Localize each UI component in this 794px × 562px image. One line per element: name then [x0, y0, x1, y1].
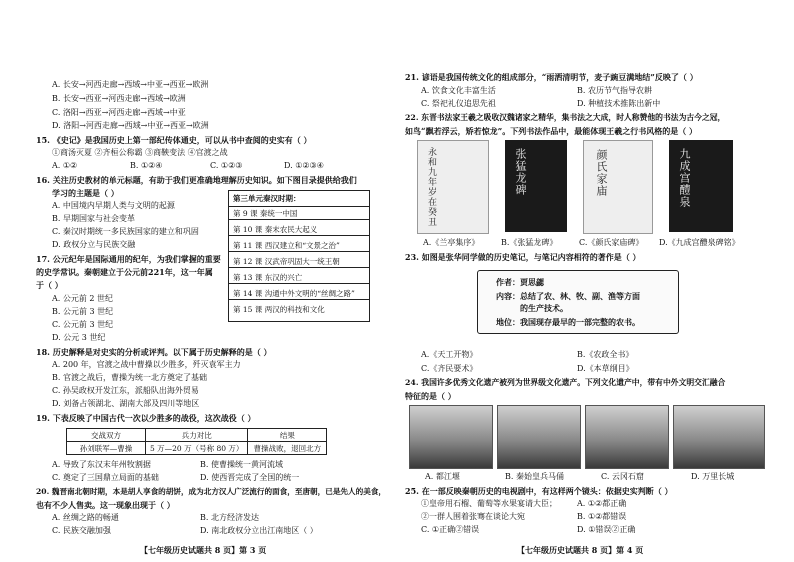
calligraphy-image-d: [669, 140, 733, 232]
q20-stem-line2: 也有不少人售卖。这一现象出现于（ ）: [36, 500, 175, 510]
q16-option-b: B. 早期国家与社会变革: [52, 214, 135, 223]
q16-option-c: C. 秦汉时期统一多民族国家的建立和巩固: [52, 227, 199, 236]
toc-lesson-10: 第 10 课 秦末农民大起义: [229, 223, 369, 236]
battle-header-result: 结果: [248, 429, 327, 442]
q16-stem-line2: 学习的主题是（ ）: [52, 188, 119, 198]
toc-lesson-9: 第 9 课 秦统一中国: [229, 207, 369, 220]
q19-option-a: A. 导致了东汉末年州牧割据: [52, 460, 151, 469]
q25-item-2: ②一群人围着张骞在谈论大宛: [421, 512, 525, 521]
battle-header-forces: 兵力对比: [146, 429, 248, 442]
q21-option-c: C. 祭祀礼仪追思先祖: [421, 99, 496, 108]
left-page-footer: 【七年级历史试题共 8 页】第 3 页: [140, 545, 267, 555]
toc-lesson-11: 第 11 课 西汉建立和“文景之治”: [229, 239, 369, 252]
q24-caption-c: C. 云冈石窟: [601, 472, 644, 481]
q16-option-d: D. 政权分立与民族交融: [52, 240, 136, 249]
q17-option-d: D. 公元 3 世纪: [52, 333, 106, 342]
photo-yungang-grottoes: [585, 405, 669, 469]
q23-stem: 23. 如图是张华同学做的历史笔记，与笔记内容相符的著作是（ ）: [405, 252, 641, 262]
q16-option-a: A. 中国境内早期人类与文明的起源: [52, 201, 175, 210]
battle-header-sides: 交战双方: [67, 429, 146, 442]
q25-option-c: C. ①正确②错误: [421, 525, 480, 534]
q21-option-b: B. 农历节气指导农耕: [577, 86, 652, 95]
q21-option-d: D. 种植技术推陈出新中: [577, 99, 661, 108]
q20-stem-line1: 20. 魏晋南北朝时期，本是胡人享食的胡饼，成为北方汉人广泛流行的面食，至唐朝，已是先人的美食，: [36, 487, 386, 496]
q18-option-b: B. 官渡之战后，曹操为统一北方奠定了基础: [52, 373, 207, 382]
q22-caption-c: C.《颜氏家庙碑》: [579, 238, 644, 247]
q20-option-d: D. 南北政权分立出江南地区（ ）: [200, 526, 318, 535]
battle-table: [66, 428, 327, 455]
q18-option-c: C. 孙吴政权开发江东，派船队出海外贸易: [52, 386, 199, 395]
q20-option-c: C. 民族交融加强: [52, 526, 111, 535]
q19-option-c: C. 奠定了三国鼎立局面的基础: [52, 473, 159, 482]
toc-lesson-14: 第 14 课 沟通中外文明的“丝绸之路”: [229, 287, 369, 300]
q23-option-d: D.《本草纲目》: [577, 364, 634, 373]
toc-lesson-12: 第 12 课 汉武帝巩固大一统王朝: [229, 255, 369, 268]
q15-items: ①商汤灭夏 ②齐桓公称霸 ③商鞅变法 ④官渡之战: [52, 148, 228, 157]
q21-option-a: A. 饮食文化丰富生活: [421, 86, 496, 95]
history-note-scroll: [477, 270, 679, 334]
q14-option-c: C. 洛阳→西亚→河西走廊→西域→中亚: [52, 108, 186, 117]
q25-item-1: ①皇帝用石榴、葡萄等水果宴请大臣；: [421, 499, 557, 508]
battle-cell-forces: 5 万—20 万（号称 80 万）: [146, 442, 248, 455]
q25-option-d: D. ①错误②正确: [577, 525, 636, 534]
q20-option-a: A. 丝绸之路的畅通: [52, 513, 119, 522]
q24-caption-b: B. 秦始皇兵马俑: [505, 472, 564, 481]
q19-option-d: D. 使西晋完成了全国的统一: [200, 473, 300, 482]
q14-option-d: D. 洛阳→河西走廊→西域→中亚→西亚→欧洲: [52, 121, 209, 130]
q14-option-a: A. 长安→河西走廊→西域→中亚→西亚→欧洲: [52, 80, 209, 89]
right-page-footer: 【七年级历史试题共 8 页】第 4 页: [517, 545, 644, 555]
q24-stem-line2: 特征的是（ ）: [405, 391, 456, 401]
q22-stem-line2: 如鸟“飘若浮云，矫若惊龙”。下列书法作品中，最能体现王羲之行书风格的是（ ）: [405, 126, 697, 136]
q19-stem: 19. 下表反映了中国古代一次以少胜多的战役，这次战役（ ）: [36, 413, 256, 423]
q17-stem-line1: 17. 公元纪年是国际通用的纪年，为我们掌握的重要: [36, 254, 221, 264]
q25-option-a: A. ①②都正确: [577, 499, 627, 508]
q18-option-d: D. 刘备占领湖北、湖南大部及四川等地区: [52, 399, 200, 408]
calligraphy-glyph-d: 九成宫醴泉: [678, 148, 691, 208]
toc-unit-title: 第三单元秦汉时期：: [229, 191, 369, 207]
q17-stem-line3: 于（ ）: [36, 280, 63, 290]
photo-great-wall: [673, 405, 765, 469]
q19-option-b: B. 使曹操统一黄河流域: [200, 460, 283, 469]
toc-lesson-15: 第 15 课 两汉的科技和文化: [233, 305, 325, 314]
note-content-line1: 内容：总结了农、林、牧、副、渔等方面: [496, 291, 640, 301]
q24-caption-a: A. 都江堰: [425, 472, 460, 481]
q23-option-b: B.《农政全书》: [577, 350, 634, 359]
q23-option-c: C.《齐民要术》: [421, 364, 478, 373]
q24-caption-d: D. 万里长城: [691, 472, 735, 481]
calligraphy-glyph-b: 张猛龙碑: [514, 148, 527, 196]
q17-option-b: B. 公元前 3 世纪: [52, 307, 114, 316]
calligraphy-image-a: [417, 140, 489, 234]
note-status: 地位：我国现存最早的一部完整的农书。: [496, 317, 640, 327]
battle-cell-result: 曹操战败，退回北方: [248, 442, 327, 455]
q21-stem: 21. 谚语是我国传统文化的组成部分，“雨洒清明节，麦子豌豆满地结”反映了（ ）: [405, 72, 698, 82]
calligraphy-glyph-a: 永和九年岁在癸丑: [426, 147, 436, 227]
note-content-line2: 的生产技术。: [520, 303, 568, 313]
right-page: [397, 0, 794, 562]
q22-stem-line1: 22. 东晋书法家王羲之吸收汉魏诸家之精华，集书法之大成，时人称赞他的书法为古今之冠，: [405, 113, 726, 122]
calligraphy-image-b: [505, 140, 567, 232]
q15-option-a: A. ①②: [52, 161, 78, 170]
toc-lesson-13: 第 13 课 东汉的兴亡: [229, 271, 369, 284]
photo-dujiangyan: [409, 405, 493, 469]
q17-option-c: C. 公元前 3 世纪: [52, 320, 114, 329]
q25-option-b: B. ①②都错误: [577, 512, 627, 521]
q15-stem: 15. 《史记》是我国历史上第一部纪传体通史，可以从书中查阅的史实有（ ）: [36, 135, 312, 145]
q24-stem-line1: 24. 我国许多优秀文化遗产被列为世界级文化遗产。下列文化遗产中，带有中外文明交汇融合: [405, 378, 726, 387]
q20-option-b: B. 北方经济发达: [200, 513, 259, 522]
calligraphy-image-c: [583, 140, 653, 234]
q15-option-c: C. ①②③: [210, 161, 243, 170]
photo-terracotta-army: [497, 405, 581, 469]
q22-caption-d: D.《九成宫醴泉碑铭》: [659, 238, 740, 247]
q18-option-a: A. 200 年，官渡之战中曹操以少胜多，歼灭袁军主力: [52, 360, 241, 369]
q14-option-b: B. 长安→西亚→河西走廊→西域→欧洲: [52, 94, 186, 103]
q25-stem: 25. 在一部反映秦朝历史的电视剧中，有这样两个镜头：依据史实判断（ ）: [405, 486, 673, 496]
q15-option-d: D. ①②③④: [284, 161, 324, 170]
q17-option-a: A. 公元前 2 世纪: [52, 294, 114, 303]
calligraphy-glyph-c: 颜氏家庙: [595, 149, 608, 197]
q18-stem: 18. 历史解释是对史实的分析或评判。以下属于历史解释的是（ ）: [36, 347, 272, 357]
note-author: 作者：贾思勰: [496, 277, 544, 287]
q23-option-a: A.《天工开物》: [421, 350, 478, 359]
q16-stem-line1: 16. 关注历史教材的单元标题，有助于我们更准确地理解历史知识。如下图目录提供给我们: [36, 175, 357, 185]
q22-caption-a: A.《兰亭集序》: [423, 238, 480, 247]
battle-cell-sides: 孙刘联军—曹操: [67, 442, 146, 455]
table-of-contents: [228, 190, 370, 322]
q15-option-b: B. ①②④: [130, 161, 163, 170]
q17-stem-line2: 的史学常识。秦朝建立于公元前221年，这一年属: [36, 267, 213, 277]
q22-caption-b: B.《张猛龙碑》: [501, 238, 558, 247]
